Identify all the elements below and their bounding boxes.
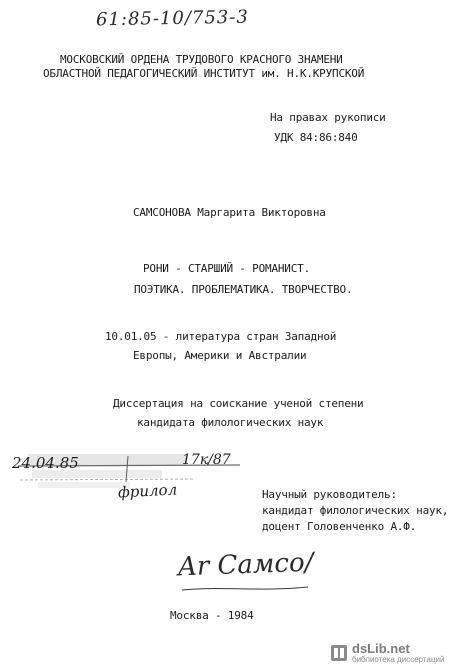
supervisor-name: доцент Головенченко А.Ф. (262, 520, 417, 533)
site-watermark (329, 641, 444, 665)
stamp-date: 24.04.85 (12, 454, 79, 472)
stamp-note: фрилол (117, 480, 178, 502)
institute-line-2: ОБЛАСТНОЙ ПЕДАГОГИЧЕСКИЙ ИНСТИТУТ им. Н.К.КРУПСКОЙ (43, 67, 365, 80)
signature-underline (180, 584, 310, 594)
specialty-line-2: Европы, Америки и Австралии (133, 349, 307, 362)
degree-line-2: кандидата филологических наук (137, 416, 324, 429)
udc-code: УДК 84:86:840 (274, 131, 358, 144)
author-name: САМСОНОВА Маргарита Викторовна (133, 206, 326, 219)
author-signature: Ar Самсо/ (177, 547, 314, 583)
city-year: Москва - 1984 (170, 609, 254, 622)
watermark-site: dsLib.net (352, 641, 410, 656)
specialty-line-1: 10.01.05 - литература стран Западной (105, 330, 337, 343)
degree-line-1: Диссертация на соискание ученой степени (113, 397, 364, 410)
watermark-subtitle: библиотека диссертаций (352, 655, 445, 664)
supervisor-label: Научный руководитель: (262, 488, 397, 501)
stamp-code: 17к/87 (182, 452, 231, 468)
title-line-1: РОНИ - СТАРШИЙ - РОМАНИСТ. (143, 262, 310, 275)
archive-number: 61:85-10/753-3 (95, 6, 249, 31)
institute-line-1: МОСКОВСКИЙ ОРДЕНА ТРУДОВОГО КРАСНОГО ЗНАМЕНИ (60, 53, 343, 66)
title-line-2: ПОЭТИКА. ПРОБЛЕМАТИКА. ТВОРЧЕСТВО. (134, 283, 353, 296)
rights-line: На правах рукописи (270, 111, 386, 124)
library-stamp (10, 452, 242, 514)
supervisor-degree: кандидат филологических наук, (262, 504, 449, 517)
dslib-logo-icon (329, 643, 349, 663)
